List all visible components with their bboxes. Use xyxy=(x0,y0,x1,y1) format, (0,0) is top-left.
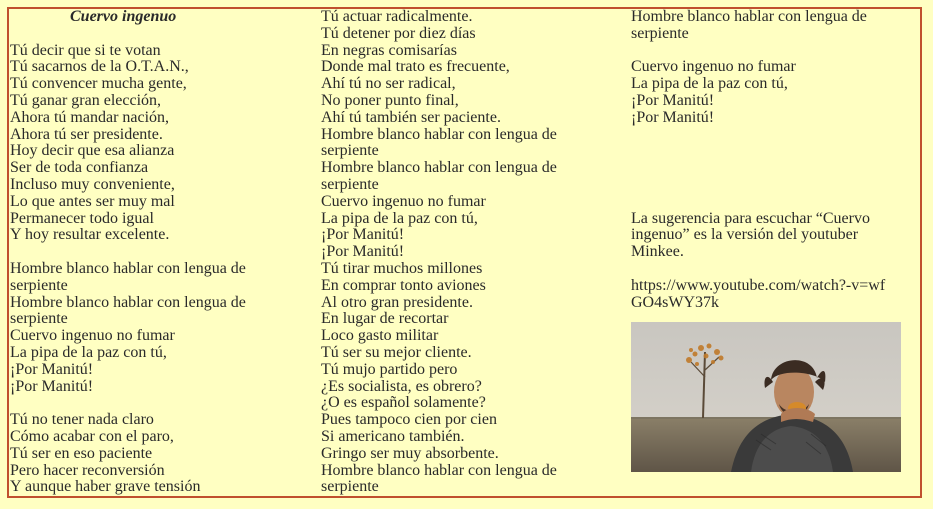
verse-line: Lo que antes ser muy mal xyxy=(10,192,175,210)
verse-line: Permanecer todo igual xyxy=(10,209,154,227)
poem-column-1 xyxy=(10,9,310,496)
verse-line: La pipa de la paz con tú, xyxy=(321,209,478,227)
verse-line: Y aunque haber grave tensión xyxy=(10,478,201,496)
verse-line: Donde mal trato es frecuente, xyxy=(321,58,510,76)
verse-line: En lugar de recortar xyxy=(321,310,449,328)
verse-line: Y hoy resultar excelente. xyxy=(10,226,170,244)
video-thumbnail-photo xyxy=(631,322,901,472)
verse-line: ¡Por Manitú! xyxy=(631,91,715,109)
verse-line: Tú sacarnos de la O.T.A.N., xyxy=(10,58,189,76)
verse-line: Hombre blanco hablar con lengua de serpiente xyxy=(321,461,557,496)
verse-line: Hombre blanco hablar con lengua de serpiente xyxy=(10,259,246,294)
verse-line: Tú ganar gran elección, xyxy=(10,91,162,109)
verse-line: Hombre blanco hablar con lengua de serpiente xyxy=(631,8,867,42)
verse-line: Loco gasto militar xyxy=(321,327,439,345)
verse-line: Cuervo ingenuo no fumar xyxy=(321,192,486,210)
verse-line: ¿Es socialista, es obrero? xyxy=(321,377,482,395)
listening-suggestion: La sugerencia para escuchar “Cuervo ingenuo” es la versión del youtuber Minkee. xyxy=(631,209,870,261)
verse-line: ¡Por Manitú! xyxy=(321,243,405,261)
verse-line: Hombre blanco hablar con lengua de serpiente xyxy=(321,159,557,193)
poem-column-2 xyxy=(321,9,621,496)
verse-line: Gringo ser muy absorbente. xyxy=(321,444,499,462)
verse-line: Tú decir que si te votan xyxy=(10,41,161,59)
verse-line: Ahí tú no ser radical, xyxy=(321,75,456,93)
verse-line: La pipa de la paz con tú, xyxy=(10,343,167,361)
verse-line: ¡Por Manitú! xyxy=(10,360,94,378)
verse-line: Tú actuar radicalmente. xyxy=(321,8,473,25)
verse-line: Cómo acabar con el paro, xyxy=(10,427,174,445)
verse-line: Ahora tú ser presidente. xyxy=(10,125,163,143)
youtube-link[interactable]: https://www.youtube.com/watch?-v=wfGO4sWY37k xyxy=(631,276,886,311)
verse-line: Hombre blanco hablar con lengua de serpiente xyxy=(10,293,246,328)
poem-column-3 xyxy=(631,9,916,311)
verse-line: Tú convencer mucha gente, xyxy=(10,75,187,93)
verse-line: Ahí tú también ser paciente. xyxy=(321,108,501,126)
verse-line: Pues tampoco cien por cien xyxy=(321,411,497,429)
verse-line: Ser de toda confianza xyxy=(10,159,149,177)
verse-line: Tú detener por diez días xyxy=(321,24,476,42)
verse-line: Al otro gran presidente. xyxy=(321,293,473,311)
verse-line: Hoy decir que esa alianza xyxy=(10,142,175,160)
verse-line: La pipa de la paz con tú, xyxy=(631,75,788,93)
poem-title: Cuervo ingenuo xyxy=(70,8,177,25)
verse-line: No poner punto final, xyxy=(321,91,459,109)
verse-line: Cuervo ingenuo no fumar xyxy=(10,327,175,345)
verse-line: En negras comisarías xyxy=(321,41,457,59)
verse-line: Tú tirar muchos millones xyxy=(321,259,483,277)
verse-line: ¡Por Manitú! xyxy=(10,377,94,395)
verse-line: ¿O es español solamente? xyxy=(321,394,486,412)
man-eating-in-field-image xyxy=(631,322,901,472)
verse-line: Incluso muy conveniente, xyxy=(10,175,175,193)
verse-line: Tú mujo partido pero xyxy=(321,360,458,378)
verse-line: Tú ser en eso paciente xyxy=(10,444,153,462)
verse-line: Hombre blanco hablar con lengua de serpiente xyxy=(321,125,557,160)
verse-line: Si americano también. xyxy=(321,427,465,445)
verse-line: Tú no tener nada claro xyxy=(10,411,154,429)
poem-frame xyxy=(7,7,922,498)
verse-line: Ahora tú mandar nación, xyxy=(10,108,170,126)
verse-line: Tú ser su mejor cliente. xyxy=(321,343,472,361)
verse-line: ¡Por Manitú! xyxy=(631,108,715,126)
verse-line: ¡Por Manitú! xyxy=(321,226,405,244)
verse-line: Pero hacer reconversión xyxy=(10,461,165,479)
verse-line: Cuervo ingenuo no fumar xyxy=(631,58,796,76)
verse-line: En comprar tonto aviones xyxy=(321,276,486,294)
